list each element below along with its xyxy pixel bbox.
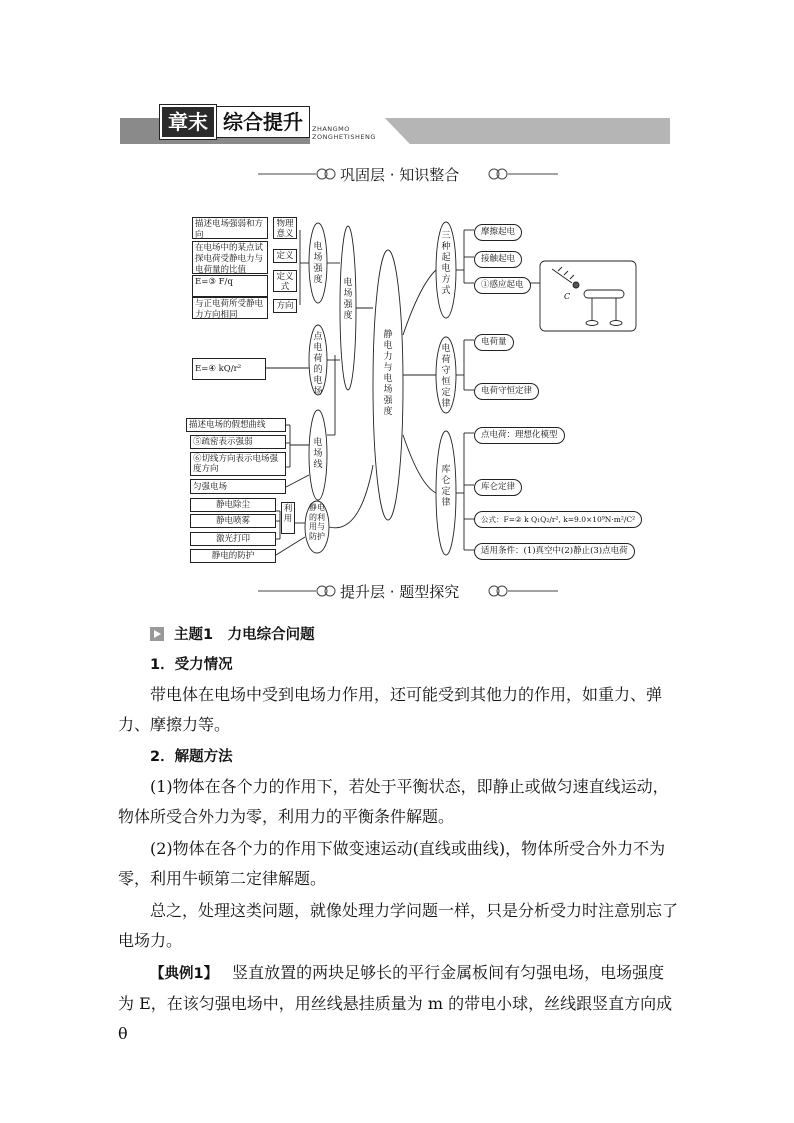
node-field-strength-main: 电场强度 bbox=[343, 278, 353, 321]
node-coulomb-law: 库仑定律 bbox=[441, 465, 451, 508]
line-box-density: ⑤疏密表示强弱 bbox=[190, 435, 286, 449]
tag-formula: 定义式 bbox=[273, 270, 297, 292]
example-paragraph bbox=[118, 958, 678, 1049]
node-charge-conservation: 电荷守恒定律 bbox=[441, 344, 451, 409]
def-box-formula: E=③ F/q bbox=[192, 275, 268, 297]
node-point-charge-field: 点电荷的电场 bbox=[313, 332, 323, 397]
node-applications: 静电的利用与防护 bbox=[309, 503, 325, 541]
line-box-imaginary: 描述电场的假想曲线 bbox=[186, 418, 286, 432]
line-box-tangent: ⑥切线方向表示电场强度方向 bbox=[190, 452, 286, 476]
paragraph-3: (2)物体在各个力的作用下做变速运动(直线或曲线)，物体所受合外力不为零，利用牛顿第二定律解题。 bbox=[118, 839, 666, 888]
play-triangle-icon bbox=[150, 627, 164, 641]
section-2-header bbox=[258, 580, 558, 602]
conservation-law: 电荷守恒定律 bbox=[474, 383, 539, 400]
method-induction: ①感应起电 bbox=[474, 277, 531, 294]
section-2-title: 提升层 · 题型探究 bbox=[340, 583, 460, 601]
paragraph-2: (1)物体在各个力的作用下，若处于平衡状态，即静止或做匀速直线运动，物体所受合外力为零，利用力的平衡条件解题。 bbox=[118, 777, 669, 826]
section-1-header bbox=[258, 163, 558, 185]
coulomb-conditions: 适用条件：(1)真空中(2)静止(3)点电荷 bbox=[474, 543, 635, 560]
topic-title: 主题1 力电综合问题 bbox=[174, 627, 315, 643]
def-box-direction: 与正电荷所受静电力方向相同 bbox=[192, 297, 268, 319]
node-field-strength: 电场强度 bbox=[313, 242, 323, 285]
topic-heading bbox=[150, 623, 315, 644]
protect-box: 静电的防护 bbox=[190, 549, 276, 563]
knowledge-mindmap bbox=[180, 205, 640, 570]
pinyin-line-1: ZHANGMO bbox=[312, 125, 350, 133]
chapter-chip: 章末 bbox=[160, 105, 216, 139]
node-charging-methods: 三种起电方式 bbox=[441, 231, 451, 296]
pinyin-caption bbox=[312, 125, 376, 141]
chapter-title-text: 综合提升 bbox=[216, 106, 310, 138]
tag-meaning: 物理意义 bbox=[273, 217, 297, 239]
example-tag: 【典例1】 bbox=[150, 966, 219, 982]
paragraph-4: 总之，处理这类问题，就像处理力学问题一样，只是分析受力时注意别忘了电场力。 bbox=[118, 901, 679, 950]
def-box-meaning: 描述电场强弱和方向 bbox=[192, 217, 268, 239]
coulomb-point-charge: 点电荷：理想化模型 bbox=[474, 427, 565, 444]
coulomb-formula: 公式：F=② k Q₁Q₂/r², k=9.0×10⁹N·m²/C² bbox=[474, 511, 642, 528]
figure-label-c: C bbox=[564, 292, 571, 301]
subheading-2: 2．解题方法 bbox=[150, 749, 233, 765]
pinyin-line-2: ZONGHETISHENG bbox=[312, 133, 376, 141]
def-box-definition: 在电场中的某点试探电荷受静电力与电荷量的比值 bbox=[192, 241, 268, 274]
line-box-uniform: 匀强电场 bbox=[190, 479, 286, 494]
paragraph-1: 带电体在电场中受到电场力作用，还可能受到其他力的作用，如重力、弹力、摩擦力等。 bbox=[118, 685, 663, 734]
method-friction: 摩擦起电 bbox=[474, 224, 522, 241]
example-text: 竖直放置的两块足够长的平行金属板间有匀强电场，电场强度为 E，在该匀强电场中，用丝线悬挂质量为 m 的带电小球，丝线跟竖直方向成 θ bbox=[118, 963, 673, 1043]
point-charge-formula: E=④ kQ/r² bbox=[192, 358, 266, 380]
section-1-title: 巩固层 · 知识整合 bbox=[340, 166, 460, 184]
tag-definition: 定义 bbox=[273, 249, 297, 263]
conservation-charge: 电荷量 bbox=[474, 334, 514, 351]
method-contact: 接触起电 bbox=[474, 251, 522, 268]
tag-direction: 方向 bbox=[273, 299, 297, 313]
use-label: 利用 bbox=[281, 502, 295, 534]
center-node: 静电力与电场强度 bbox=[383, 330, 393, 417]
chapter-title bbox=[160, 106, 310, 138]
node-field-lines: 电场线 bbox=[313, 438, 323, 470]
coulomb-law-item: 库仑定律 bbox=[474, 479, 522, 496]
use-box-printing: 激光打印 bbox=[190, 532, 276, 546]
subheading-1: 1．受力情况 bbox=[150, 657, 233, 673]
use-box-dust: 静电除尘 bbox=[190, 498, 276, 512]
use-box-spray: 静电喷雾 bbox=[190, 514, 276, 528]
